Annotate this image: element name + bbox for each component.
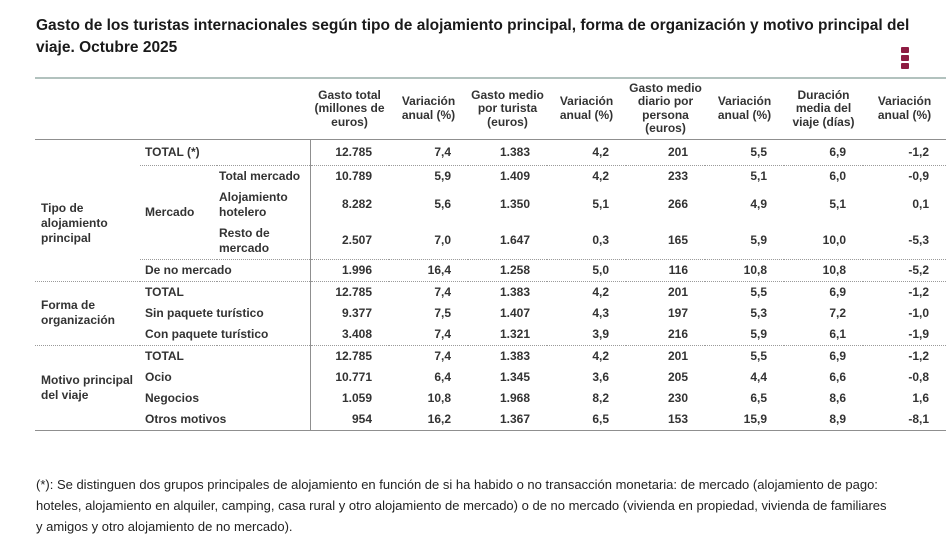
value-cell: 1,6 [912,390,930,405]
header-row [35,78,946,139]
value-cell: 3.408 [310,324,389,346]
column-header: Variación anual (%) [389,78,468,139]
value-cell: 201 [667,348,689,363]
value-cell: 5,0 [547,259,626,281]
value-cell: 266 [667,197,689,212]
value-cell: 5,1 [592,197,610,212]
value-cell: 5,9 [705,223,784,260]
value-cell: 1.383 [499,284,531,299]
column-header: Variación anual (%) [547,78,626,139]
row-label: Negocios [145,390,200,405]
value-cell: 165 [626,223,705,260]
value-cell: 205 [667,369,689,384]
kebab-dot [901,55,909,61]
row-label: TOTAL (*) [140,139,310,165]
column-header: Gasto medio diario por persona (euros) [626,78,705,139]
value-cell: 6,9 [829,284,847,299]
value-cell: 1.258 [468,259,547,281]
value-cell: 216 [626,324,705,346]
value-cell: 1.321 [468,324,547,346]
value-cell: 6,4 [434,369,452,384]
value-cell: -1,2 [908,284,930,299]
column-header: Duración media del viaje (días) [784,78,863,139]
kebab-dot [901,47,909,53]
value-cell: 16,4 [389,259,468,281]
value-cell: 4,2 [592,284,610,299]
row-label: TOTAL [145,348,184,363]
kebab-dot [901,63,909,69]
value-cell: -0,9 [908,168,930,183]
value-cell: -1,0 [908,305,930,320]
value-cell: 5,5 [705,139,784,165]
table-row [35,324,946,346]
value-cell: 954 [310,409,389,431]
value-cell: 7,5 [434,305,452,320]
value-cell: 1.350 [499,197,531,212]
page-title: Gasto de los turistas internacionales según tipo de alojamiento principal, forma de organización y motivo principal del viaje. Octubre 2025 [36,17,910,56]
row-label: Mercado [140,165,217,259]
table-row [35,165,946,187]
value-cell: 1.367 [499,411,531,426]
row-label: Sin paquete turístico [145,305,264,320]
column-header: Gasto medio por turista (euros) [468,78,547,139]
value-cell: 10,8 [705,259,784,281]
value-cell: 1.996 [310,259,389,281]
value-cell: -1,2 [863,139,946,165]
value-cell: -5,3 [863,223,946,260]
value-cell: 1.345 [499,369,531,384]
value-cell: 10,0 [784,223,863,260]
value-cell: 15,9 [743,411,768,426]
value-cell: 10.789 [310,165,389,187]
value-cell: 0,1 [912,197,930,212]
value-cell: 12.785 [310,281,389,303]
value-cell: 8,9 [829,411,847,426]
value-cell: 116 [626,259,705,281]
value-cell: 230 [667,390,689,405]
table-row [35,259,946,281]
column-header: Variación anual (%) [863,78,946,139]
value-cell: 1.407 [499,305,531,320]
value-cell: 5,5 [750,348,768,363]
value-cell: 8,2 [592,390,610,405]
value-cell: 201 [667,284,689,299]
row-label: Total mercado [219,168,301,183]
value-cell: 4,4 [750,369,768,384]
value-cell: 1.059 [310,388,389,409]
value-cell: 5,9 [434,168,452,183]
footnote: (*): Se distinguen dos grupos principales de alojamiento en función de si ha habido o no transacción monetaria: de mercado (alojamiento de pago: hoteles, alojamiento en alquiler, camping, casa rural y otro alojamiento de mercado) o de no mercado (vivienda en propiedad, vivienda de familiares y amigos y otro alojamiento de no mercado). [36,477,887,535]
value-cell: 4,3 [592,305,610,320]
value-cell: 3,9 [547,324,626,346]
value-cell: 9.377 [310,303,389,324]
value-cell: 1.383 [499,348,531,363]
value-cell: 5,3 [750,305,768,320]
value-cell: 197 [667,305,689,320]
value-cell: 7,2 [829,305,847,320]
corner-cell [35,78,310,139]
row-group-label: Tipo de alojamiento principal [35,165,140,281]
value-cell: 6,9 [784,139,863,165]
value-cell: 5,5 [750,284,768,299]
row-label: TOTAL [145,284,184,299]
value-cell: 6,1 [784,324,863,346]
row-label: Ocio [145,369,172,384]
table-row [35,139,946,165]
column-header: Gasto total (millones de euros) [310,78,389,139]
value-cell: 12.785 [310,345,389,367]
row-group-label: Forma de organización [35,281,140,345]
value-cell: 16,2 [427,411,452,426]
value-cell: 4,2 [592,348,610,363]
value-cell: 6,5 [592,411,610,426]
value-cell: 153 [667,411,689,426]
table-row [35,345,946,367]
value-cell: 5,1 [750,168,768,183]
value-cell: 4,2 [592,168,610,183]
value-cell: 10,8 [784,259,863,281]
value-cell: -8,1 [908,411,930,426]
value-cell: 7,4 [434,284,452,299]
value-cell: -1,2 [908,348,930,363]
value-cell: 6,5 [750,390,768,405]
row-label: Resto de mercado [217,223,310,260]
value-cell: 7,4 [389,139,468,165]
value-cell: 1.647 [468,223,547,260]
row-label: Alojamiento hotelero [219,189,288,219]
value-cell: 1.383 [468,139,547,165]
value-cell: 0,3 [547,223,626,260]
table-row [35,388,946,409]
spacer-cell [35,139,140,165]
column-header: Variación anual (%) [705,78,784,139]
value-cell: 8.282 [310,187,389,223]
value-cell: 201 [626,139,705,165]
table-row [35,409,946,431]
value-cell: 233 [667,168,689,183]
value-cell: 5,9 [705,324,784,346]
value-cell: 6,0 [829,168,847,183]
value-cell: 4,9 [750,197,768,212]
kebab-menu-icon[interactable] [901,47,913,73]
row-label: Otros motivos [145,411,227,426]
value-cell: 6,9 [829,348,847,363]
value-cell: 12.785 [310,139,389,165]
value-cell: 10.771 [310,367,389,388]
table-row [35,303,946,324]
value-cell: 8,6 [829,390,847,405]
value-cell: 7,4 [434,348,452,363]
table-row [35,281,946,303]
value-cell: 1.968 [499,390,531,405]
value-cell: 10,8 [427,390,452,405]
row-group-label: Motivo principal del viaje [41,372,134,402]
table-row [35,367,946,388]
value-cell: 1.409 [499,168,531,183]
data-table [35,77,946,431]
value-cell: -1,9 [863,324,946,346]
value-cell: 4,2 [547,139,626,165]
value-cell: 3,6 [592,369,610,384]
value-cell: -0,8 [908,369,930,384]
row-label: De no mercado [140,259,310,281]
value-cell: 2.507 [310,223,389,260]
value-cell: -5,2 [863,259,946,281]
row-label: Con paquete turístico [140,324,310,346]
value-cell: 5,6 [434,197,452,212]
value-cell: 5,1 [829,197,847,212]
value-cell: 7,4 [389,324,468,346]
value-cell: 7,0 [389,223,468,260]
value-cell: 6,6 [829,369,847,384]
